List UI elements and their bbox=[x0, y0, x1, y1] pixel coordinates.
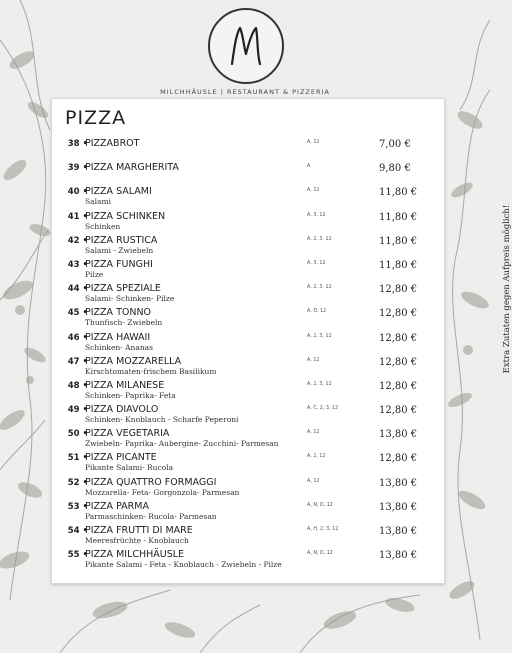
menu-item-name: PIZZA MILANESE bbox=[85, 379, 165, 391]
menu-item-number: 40 • bbox=[58, 187, 88, 197]
menu-item-price: 13,80 € bbox=[379, 477, 418, 489]
logo bbox=[208, 8, 284, 84]
menu-item-name: PIZZABROT bbox=[85, 138, 140, 149]
menu-item-allergen-codes: A, N, D, 12 bbox=[307, 502, 333, 508]
menu-item-price: 13,80 € bbox=[379, 550, 418, 562]
extra-toppings-note: Extra Zutaten gegen Aufpreis möglich! bbox=[502, 204, 512, 374]
menu-item-name: PIZZA VEGETARIA bbox=[85, 428, 170, 440]
menu-item-price: 12,80 € bbox=[379, 405, 418, 417]
menu-item-name: PIZZA DIAVOLO bbox=[85, 404, 159, 416]
menu-item-description: Schinken- Ananas bbox=[85, 342, 153, 352]
menu-item-price: 12,80 € bbox=[379, 380, 418, 392]
menu-item bbox=[52, 380, 444, 404]
menu-item-name: PIZZA PICANTE bbox=[85, 452, 157, 464]
menu-item bbox=[52, 428, 444, 452]
menu-item bbox=[52, 332, 444, 356]
menu-item-number: 50 • bbox=[58, 429, 88, 439]
menu-item-description: Mozzarella- Feta- Gorgonzola- Parmesan bbox=[85, 487, 240, 497]
menu-item-allergen-codes: A, D, 12 bbox=[307, 309, 327, 315]
menu-item-allergen-codes: A, 2, 3, 12 bbox=[307, 285, 332, 291]
menu-item-price: 12,80 € bbox=[379, 356, 418, 368]
menu-item-name: PIZZA TONNO bbox=[85, 307, 152, 319]
menu-item-allergen-codes: A, 2, 3, 12 bbox=[307, 236, 332, 242]
menu-item bbox=[52, 259, 444, 283]
menu-item bbox=[52, 356, 444, 380]
menu-item-name: PIZZA FRUTTI DI MARE bbox=[85, 525, 193, 536]
menu-item-allergen-codes: A bbox=[307, 164, 311, 170]
menu-list bbox=[52, 138, 444, 573]
menu-item bbox=[52, 235, 444, 259]
menu-item-allergen-codes: A, 2, 3, 12 bbox=[307, 381, 332, 387]
menu-item-allergen-codes: A, 12 bbox=[307, 478, 320, 484]
menu-item-name: PIZZA SALAMI bbox=[85, 186, 152, 198]
menu-item-allergen-codes: A, 3, 12 bbox=[307, 212, 326, 218]
menu-item-price: 11,80 € bbox=[379, 187, 418, 199]
menu-item-description: Pilze bbox=[85, 269, 104, 279]
menu-item-number: 44 • bbox=[58, 284, 88, 294]
menu-item-description: Salami - Zwiebeln bbox=[85, 245, 154, 255]
menu-item-description: Zwiebeln- Paprika- Aubergine- Zucchini- Parmesan bbox=[85, 439, 279, 449]
menu-item-price: 13,80 € bbox=[379, 501, 418, 513]
menu-item-number: 42 • bbox=[58, 236, 88, 246]
menu-item bbox=[52, 452, 444, 476]
menu-item-allergen-codes: A, 3, 12 bbox=[307, 260, 326, 266]
menu-item-price: 11,80 € bbox=[379, 235, 418, 247]
menu-item-description: Salami bbox=[85, 197, 111, 207]
menu-item-price: 11,80 € bbox=[379, 211, 418, 223]
menu-item-description: Schinken- Knoblauch - Scharfe Peperoni bbox=[85, 415, 239, 425]
menu-item-price: 13,80 € bbox=[379, 526, 418, 537]
menu-item-number: 43 • bbox=[58, 260, 88, 270]
menu-item-number: 49 • bbox=[58, 405, 88, 415]
menu-item-name: PIZZA SPEZIALE bbox=[85, 283, 161, 295]
menu-item-description: Parmaschinken- Rucola- Parmesan bbox=[85, 511, 217, 521]
menu-item bbox=[52, 162, 444, 186]
menu-item-allergen-codes: A, 12 bbox=[307, 188, 320, 194]
menu-item-price: 9,80 € bbox=[379, 163, 411, 175]
section-title: PIZZA bbox=[65, 107, 127, 129]
menu-item-name: PIZZA RUSTICA bbox=[85, 234, 158, 246]
menu-item-price: 12,80 € bbox=[379, 332, 418, 344]
menu-item-name: PIZZA SCHINKEN bbox=[85, 210, 166, 222]
menu-item-number: 38 • bbox=[58, 139, 88, 149]
logo-monogram bbox=[224, 20, 268, 72]
menu-item-name: PIZZA MOZZARELLA bbox=[85, 355, 182, 367]
menu-item-number: 55 • bbox=[58, 550, 88, 560]
menu-item-price: 11,80 € bbox=[379, 259, 418, 271]
menu-item-description: Schinken bbox=[85, 221, 121, 231]
menu-item-number: 47 • bbox=[58, 357, 88, 367]
menu-item-description: Salami- Schinken- Pilze bbox=[85, 294, 175, 304]
menu-item-number: 39 • bbox=[58, 163, 88, 173]
menu-item-name: PIZZA MILCHHÄUSLE bbox=[85, 549, 185, 561]
menu-item-name: PIZZA HAWAII bbox=[85, 331, 151, 343]
menu-item-price: 12,80 € bbox=[379, 284, 418, 296]
menu-item-number: 52 • bbox=[58, 478, 88, 488]
menu-item-price: 13,80 € bbox=[379, 429, 418, 441]
menu-item-number: 54 • bbox=[58, 526, 88, 536]
menu-item-number: 53 • bbox=[58, 502, 88, 512]
restaurant-tagline: MILCHHÄUSLE | RESTAURANT & PIZZERIA bbox=[160, 88, 330, 96]
menu-item-allergen-codes: A, 12 bbox=[307, 430, 320, 436]
menu-item-allergen-codes: A, 12 bbox=[307, 357, 320, 363]
menu-item-price: 12,80 € bbox=[379, 453, 418, 465]
menu-item-allergen-codes: A, 2, 3, 12 bbox=[307, 333, 332, 339]
menu-item-name: PIZZA PARMA bbox=[85, 500, 149, 512]
menu-item-description: Thunfisch- Zwiebeln bbox=[85, 318, 163, 328]
menu-item-price: 12,80 € bbox=[379, 308, 418, 320]
menu-item-name: PIZZA QUATTRO FORMAGGI bbox=[85, 476, 217, 488]
menu-item-description: Pikante Salami - Feta - Knoblauch - Zwiebeln - Pilze bbox=[85, 560, 282, 570]
menu-card bbox=[51, 98, 445, 584]
menu-item bbox=[52, 211, 444, 235]
menu-item-number: 41 • bbox=[58, 212, 88, 222]
menu-item bbox=[52, 138, 444, 162]
menu-item-description: Schinken- Paprika- Feta bbox=[85, 390, 176, 400]
menu-item-description: Kirschtomaten-frischem Basilikum bbox=[85, 366, 217, 376]
menu-item-allergen-codes: A, 12 bbox=[307, 140, 320, 145]
menu-item-description: Meeresfrüchte - Knoblauch bbox=[85, 536, 189, 545]
menu-item bbox=[52, 477, 444, 501]
menu-item-number: 51 • bbox=[58, 453, 88, 463]
menu-item-name: PIZZA FUNGHI bbox=[85, 258, 153, 270]
menu-item bbox=[52, 549, 444, 573]
menu-item-number: 46 • bbox=[58, 333, 88, 343]
menu-item-allergen-codes: A, 2, 12 bbox=[307, 454, 326, 460]
menu-item-allergen-codes: A, C, 2, 3, 12 bbox=[307, 406, 339, 412]
menu-item-number: 45 • bbox=[58, 308, 88, 318]
menu-item-number: 48 • bbox=[58, 381, 88, 391]
menu-item-allergen-codes: A, H, 2, 3, 12 bbox=[307, 527, 339, 532]
menu-item bbox=[52, 525, 444, 549]
menu-item-name: PIZZA MARGHERITA bbox=[85, 162, 179, 174]
menu-item bbox=[52, 307, 444, 331]
menu-item-description: Pikante Salami- Rucola bbox=[85, 463, 174, 473]
menu-item bbox=[52, 404, 444, 428]
menu-item bbox=[52, 186, 444, 210]
menu-item bbox=[52, 501, 444, 525]
menu-item-allergen-codes: A, N, D, 12 bbox=[307, 551, 333, 557]
menu-item-price: 7,00 € bbox=[379, 139, 411, 150]
menu-item bbox=[52, 283, 444, 307]
